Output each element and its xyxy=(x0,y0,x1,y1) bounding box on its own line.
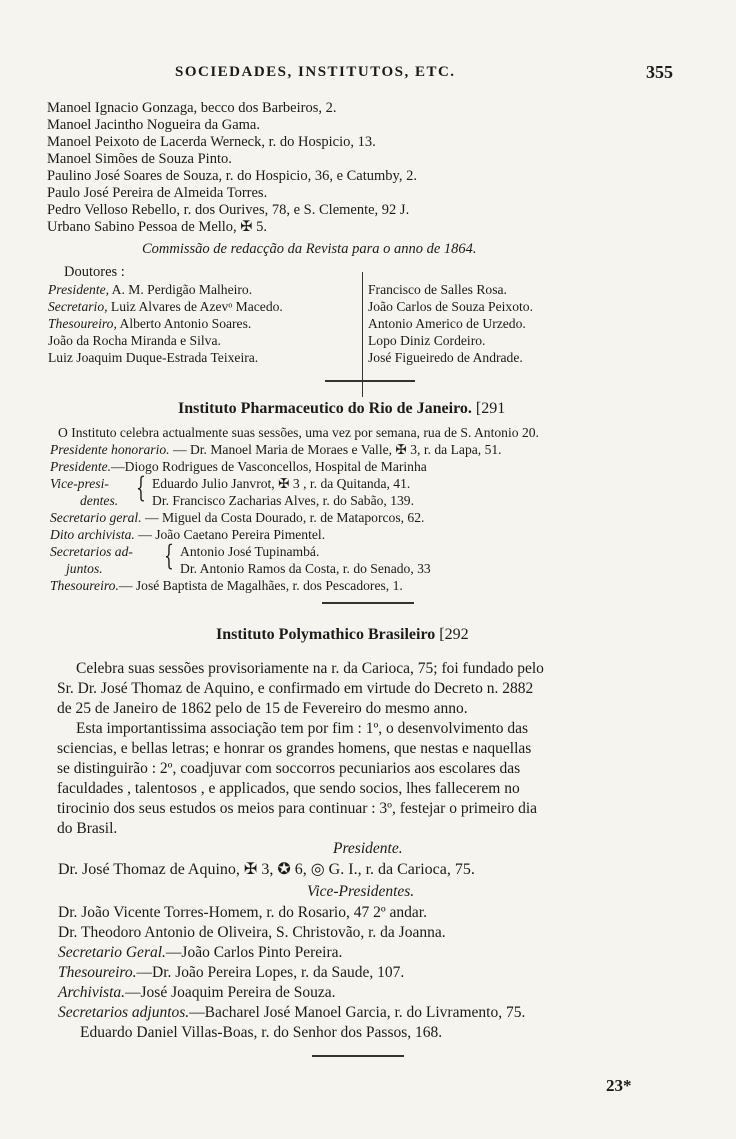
commission-right-row: Francisco de Salles Rosa. xyxy=(368,282,507,297)
role: Dito archivista. xyxy=(50,527,135,542)
name: — Miguel da Costa Dourado, r. de Mataporcos, 62. xyxy=(141,510,425,525)
name: —Bacharel José Manoel Garcia, r. do Livramento, 75. xyxy=(189,1004,526,1021)
presidente-label: Presidente. xyxy=(333,840,403,857)
vice-label: Vice-Presidentes. xyxy=(307,883,415,900)
vice-line: Dr. Theodoro Antonio de Oliveira, S. Christovão, r. da Joanna. xyxy=(58,924,446,941)
vice-line: Dr. João Vicente Torres-Homem, r. do Rosario, 47 2º andar. xyxy=(58,904,427,921)
name: —João Carlos Pinto Pereira. xyxy=(165,944,343,961)
officer-row xyxy=(58,964,404,981)
commission-left-row xyxy=(48,315,251,332)
role: Secretarios adjuntos. xyxy=(58,1004,190,1021)
pharm-name: Dr. Antonio Ramos da Costa, r. do Senado, 33 xyxy=(180,561,431,576)
paragraph-line: sciencias, e bellas letras; e honrar os grandes homens, que nestas e naquellas xyxy=(57,740,532,757)
role: Presidente honorario. xyxy=(50,442,170,457)
list-item: Urbano Sabino Pessoa de Mello, ✠ 5. xyxy=(47,219,267,235)
section-title-text: Instituto Pharmaceutico do Rio de Janeiro. xyxy=(178,400,472,417)
section-divider xyxy=(322,602,414,604)
paragraph-line: Sr. Dr. José Thomaz de Aquino, e confirmado em virtude do Decreto n. 2882 xyxy=(57,680,534,697)
list-item: Manoel Jacintho Nogueira da Gama. xyxy=(47,117,260,133)
role: juntos. xyxy=(66,561,103,576)
name: —Diogo Rodrigues de Vasconcellos, Hospital de Marinha xyxy=(111,459,427,474)
commission-left-row xyxy=(48,349,258,366)
role: dentes. xyxy=(80,493,119,508)
paragraph-line: tirocinio dos seus estudos os meios para continuar : 3º, festejar o primeiro dia xyxy=(57,800,538,817)
name: —José Joaquim Pereira de Souza. xyxy=(125,984,336,1001)
commission-left-row xyxy=(48,298,283,315)
role: Presidente, xyxy=(48,282,110,297)
column-divider xyxy=(362,272,363,397)
role: Secretarios ad- xyxy=(50,544,133,559)
pharm-row xyxy=(50,458,427,475)
pharm-row xyxy=(50,441,502,458)
role: Vice-presi- xyxy=(50,476,109,491)
pharm-row xyxy=(50,577,403,594)
name: João da Rocha Miranda e Silva. xyxy=(48,333,221,348)
paragraph-line: faculdades , talentosos , e applicados, que sendo socios, lhes fallecerem no xyxy=(57,780,520,797)
list-item: Paulo José Pereira de Almeida Torres. xyxy=(47,185,268,201)
name: Alberto Antonio Soares. xyxy=(116,316,252,331)
section-divider xyxy=(325,380,415,382)
pharm-name: Eduardo Julio Janvrot, ✠ 3 , r. da Quitanda, 41. xyxy=(152,476,411,491)
paragraph-line: de 25 de Janeiro de 1862 pelo de 15 de Fevereiro do mesmo anno. xyxy=(57,700,468,717)
list-item: Manoel Simões de Souza Pinto. xyxy=(47,151,232,167)
paragraph-line: Esta importantissima associação tem por fim : 1º, o desenvolvimento das xyxy=(76,720,529,737)
role: Secretario Geral. xyxy=(58,944,166,961)
commission-right-row: José Figueiredo de Andrade. xyxy=(368,350,523,365)
page-number: 355 xyxy=(646,62,673,82)
name: A. M. Perdigão Malheiro. xyxy=(109,282,253,297)
commission-heading: Commissão de redacção da Revista para o anno de 1864. xyxy=(142,241,477,257)
pharm-intro: O Instituto celebra actualmente suas sessões, uma vez por semana, rua de S. Antonio 20. xyxy=(58,425,539,440)
signature-mark: 23* xyxy=(606,1076,632,1095)
role: Thesoureiro. xyxy=(50,578,119,593)
presidente-line: Dr. José Thomaz de Aquino, ✠ 3, ✪ 6, ◎ G. I., r. da Carioca, 75. xyxy=(58,861,475,878)
name: — José Baptista de Magalhães, r. dos Pescadores, 1. xyxy=(118,578,403,593)
section-divider xyxy=(312,1055,404,1057)
commission-right-row: Lopo Diniz Cordeiro. xyxy=(368,333,486,348)
role: Secretario, xyxy=(48,299,108,314)
officer-row xyxy=(58,1004,525,1021)
pharm-row xyxy=(50,526,325,543)
section-title xyxy=(178,400,505,417)
commission-left-row xyxy=(48,281,252,298)
officer-row xyxy=(58,944,342,961)
section-title xyxy=(216,626,469,643)
paragraph-line: se distinguirão : 2º, coadjuvar com soccorros pecuniarios aos escolares das xyxy=(57,760,521,777)
paragraph-line: do Brasil. xyxy=(57,820,118,837)
brace-glyph: { xyxy=(136,471,146,504)
list-item: Pedro Velloso Rebello, r. dos Ourives, 78, e S. Clemente, 92 J. xyxy=(47,202,410,218)
section-ref: [292 xyxy=(439,626,469,643)
officer-row xyxy=(58,984,336,1001)
doutores-label: Doutores : xyxy=(64,264,125,280)
list-item: Manoel Peixoto de Lacerda Werneck, r. do Hospicio, 13. xyxy=(47,134,376,150)
commission-left-row xyxy=(48,332,221,349)
name: —Dr. João Pereira Lopes, r. da Saude, 107. xyxy=(136,964,405,981)
name: Luiz Alvares de Azevᵒ Macedo. xyxy=(107,299,283,314)
officer-continuation: Eduardo Daniel Villas-Boas, r. do Senhor dos Passos, 168. xyxy=(80,1024,443,1041)
brace-glyph: { xyxy=(164,539,174,572)
role: Presidente. xyxy=(50,459,112,474)
list-item: Manoel Ignacio Gonzaga, becco dos Barbeiros, 2. xyxy=(47,100,337,116)
role: Archivista. xyxy=(58,984,126,1001)
pharm-name: Antonio José Tupinambá. xyxy=(180,544,320,559)
role: Secretario geral. xyxy=(50,510,142,525)
running-header: SOCIEDADES, INSTITUTOS, ETC. xyxy=(175,64,456,80)
paragraph-line: Celebra suas sessões provisoriamente na r. da Carioca, 75; foi fundado pelo xyxy=(76,660,544,677)
list-item: Paulino José Soares de Souza, r. do Hospicio, 36, e Catumby, 2. xyxy=(47,168,417,184)
role: Thesoureiro, xyxy=(48,316,117,331)
name: Luiz Joaquim Duque-Estrada Teixeira. xyxy=(48,350,259,365)
pharm-row xyxy=(50,509,424,526)
commission-right-row: Antonio Americo de Urzedo. xyxy=(368,316,526,331)
name: — João Caetano Pereira Pimentel. xyxy=(134,527,326,542)
section-ref: [291 xyxy=(475,400,506,417)
pharm-name: Dr. Francisco Zacharias Alves, r. do Sabão, 139. xyxy=(152,493,414,508)
name: — Dr. Manoel Maria de Moraes e Valle, ✠ 3, r. da Lapa, 51. xyxy=(169,442,502,457)
section-title-text: Instituto Polymathico Brasileiro xyxy=(216,626,436,643)
role: Thesoureiro. xyxy=(58,964,137,981)
commission-right-row: João Carlos de Souza Peixoto. xyxy=(368,299,533,314)
